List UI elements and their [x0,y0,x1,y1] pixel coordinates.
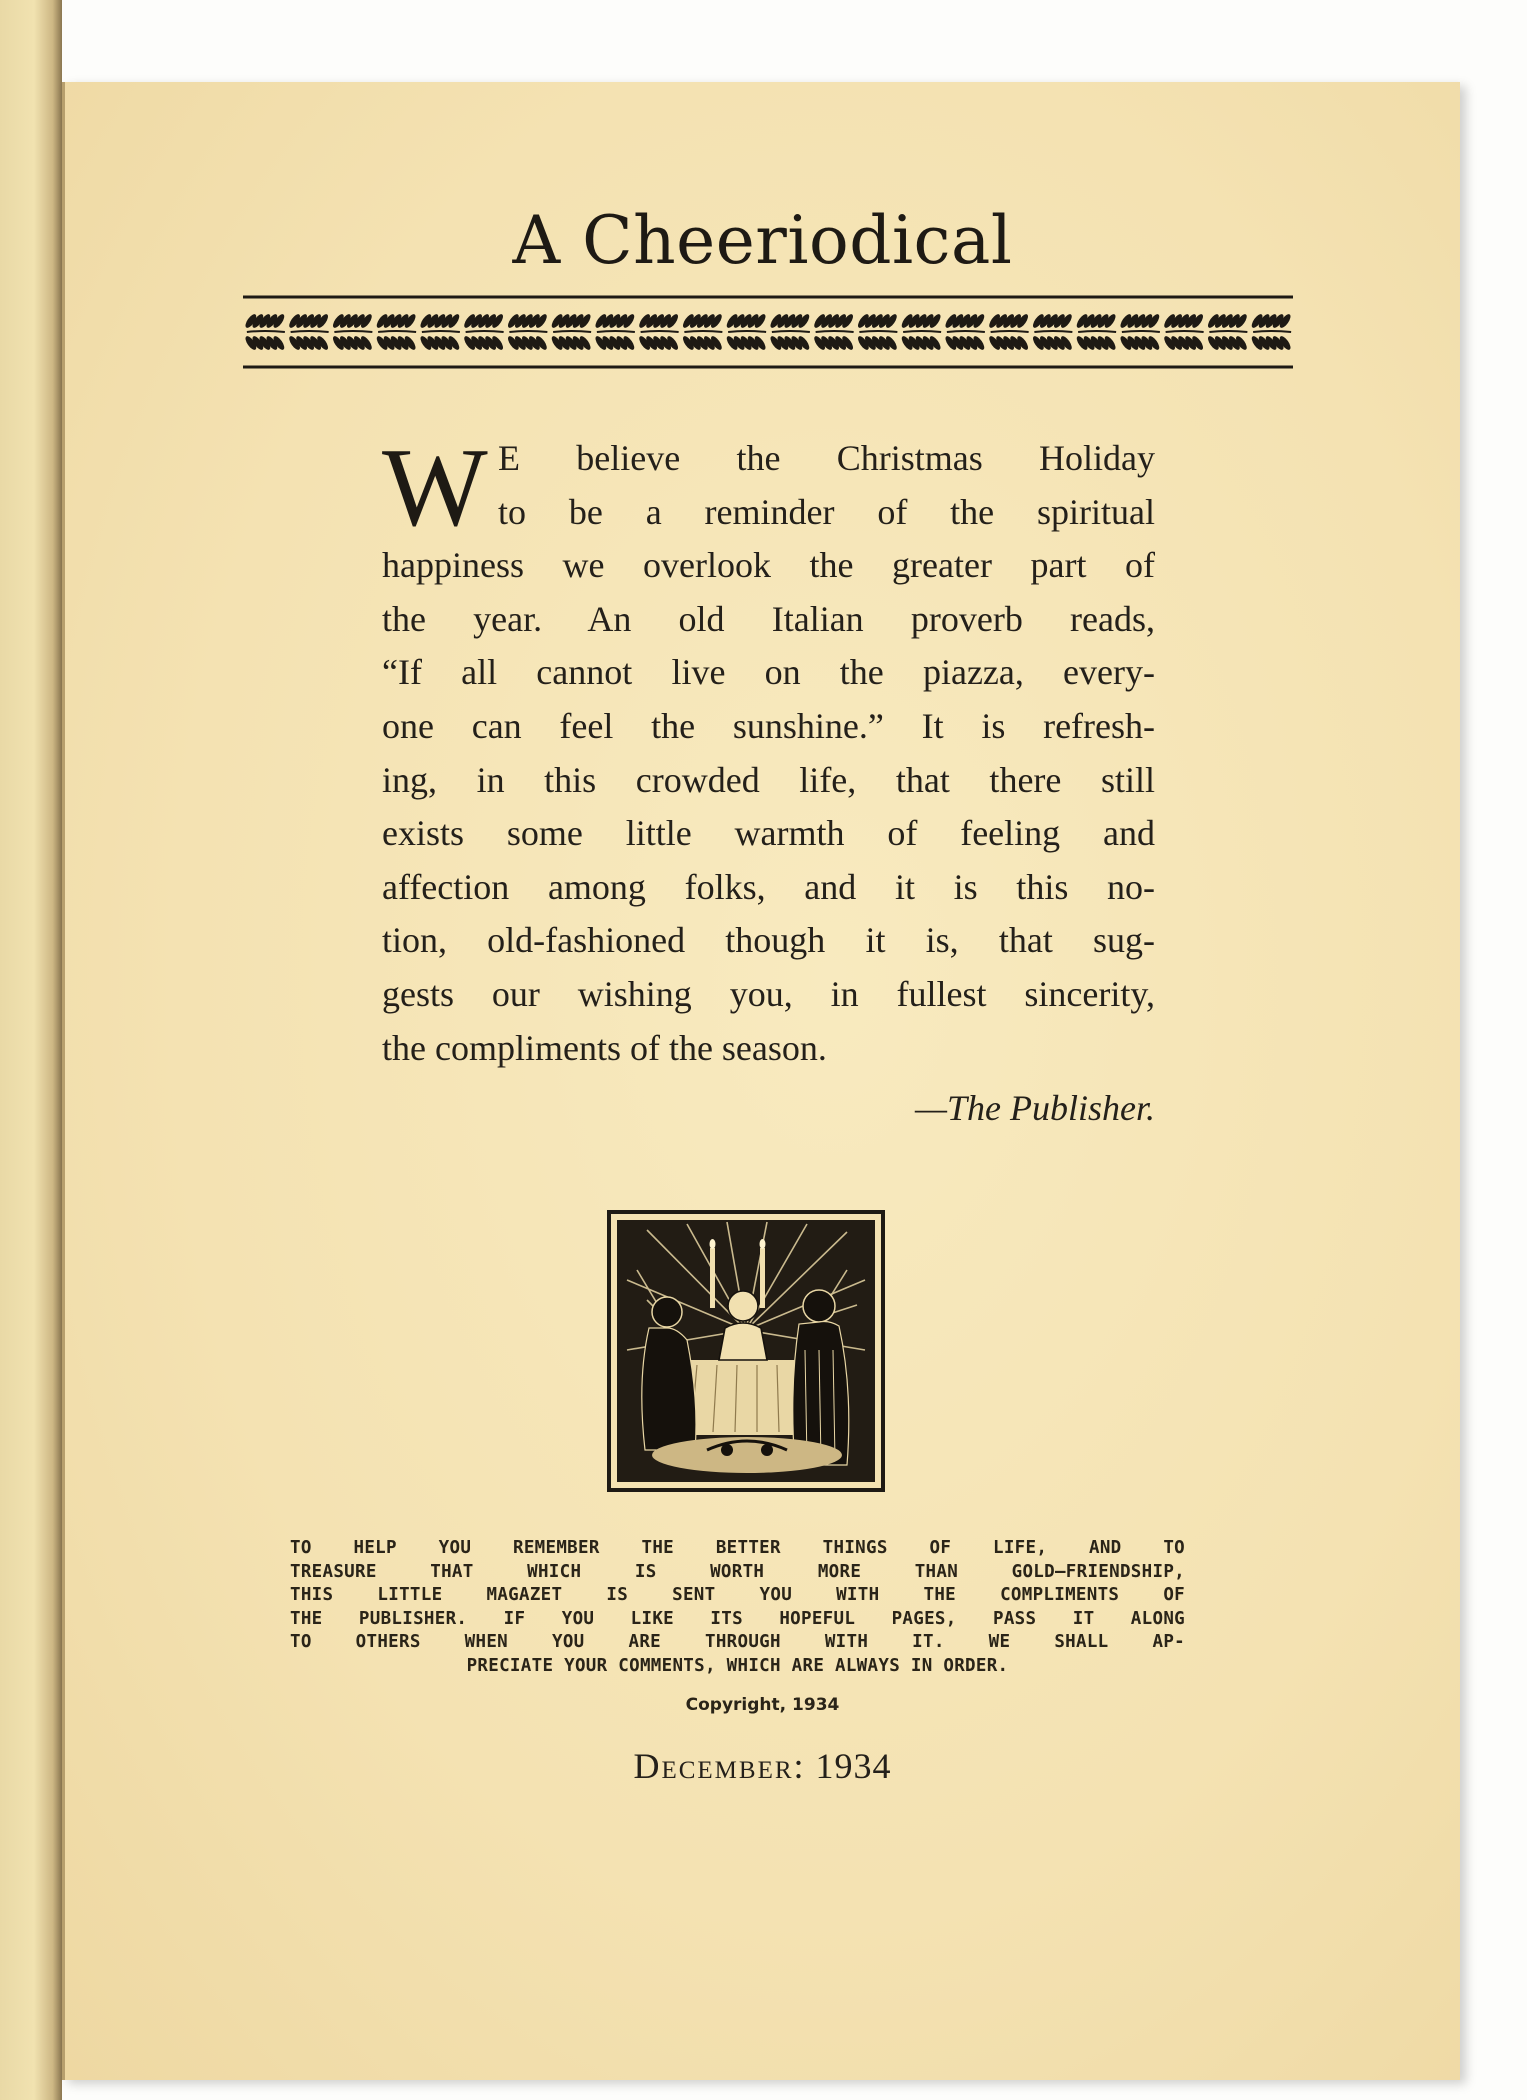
laurel-border-ornament [243,294,1293,370]
booklet-page [62,82,1460,2080]
laurel-sprig [900,312,943,351]
editorial-line: E believe the Christmas Holiday [498,438,1155,478]
editorial-line: tion, old-fashioned though it is, that sug- [382,920,1155,961]
laurel-sprig [331,312,374,351]
laurel-sprig [1206,312,1249,351]
editorial-line: “If all cannot live on the piazza, every- [382,652,1155,693]
copyright-line: Copyright, 1934 [685,1695,840,1715]
woodcut-illustration [607,1210,885,1492]
notice-line: TO HELP YOU REMEMBER THE BETTER THINGS OF LIFE, AND TO [290,1538,1185,1558]
publisher-signoff: —The Publisher. [914,1088,1155,1128]
editorial-line: gests our wishing you, in fullest sincerity, [382,973,1155,1014]
laurel-sprig [550,312,593,351]
laurel-sprig [812,312,855,351]
issue-year: 1934 [815,1746,892,1786]
laurel-sprig [987,312,1030,351]
issue-month: December: [633,1746,806,1786]
notice-line: TREASURE THAT WHICH IS WORTH MORE THAN GOLD—FRIENDSHIP, [290,1561,1185,1582]
drop-cap: W [382,426,488,550]
editorial-line: ing, in this crowded life, that there still [382,759,1155,800]
editorial-line: the compliments of the season. [382,1027,827,1068]
laurel-sprig [637,312,680,351]
laurel-sprig [1250,312,1293,351]
editorial-paragraph [382,426,1155,1075]
notice-line: TO OTHERS WHEN YOU ARE THROUGH WITH IT. WE SHALL AP- [290,1632,1185,1652]
notice-line: PRECIATE YOUR COMMENTS, WHICH ARE ALWAYS IN ORDER. [466,1655,1009,1676]
laurel-sprig [244,312,287,351]
laurel-sprig [681,312,724,351]
laurel-sprig [1162,312,1205,351]
editorial-line: exists some little warmth of feeling and [382,813,1155,854]
editorial-line: to be a reminder of the spiritual [498,491,1155,532]
laurel-sprig [1075,312,1118,351]
laurel-sprig [506,312,549,351]
laurel-sprig [375,312,418,351]
editorial-line: affection among folks, and it is this no- [382,866,1155,907]
laurel-sprig [287,312,330,351]
laurel-sprig [769,312,812,351]
issue-date [65,1745,1460,1787]
notice-line: THIS LITTLE MAGAZET IS SENT YOU WITH THE COMPLIMENTS OF [290,1585,1185,1605]
editorial-line: one can feel the sunshine.” It is refresh- [382,705,1155,746]
laurel-sprig [944,312,987,351]
laurel-sprig [725,312,768,351]
booklet-binding [0,0,62,2100]
mailing-notice [290,1537,1185,1678]
editorial-line: happiness we overlook the greater part of [382,545,1155,586]
laurel-sprig [594,312,637,351]
laurel-sprig [1031,312,1074,351]
laurel-sprig [1119,312,1162,351]
editorial-line: the year. An old Italian proverb reads, [382,598,1155,639]
laurel-sprig [462,312,505,351]
laurel-sprig [419,312,462,351]
page-title: A Cheeriodical [512,202,1013,279]
notice-line: THE PUBLISHER. IF YOU LIKE ITS HOPEFUL PAGES, PASS IT ALONG [290,1608,1185,1629]
laurel-sprig [856,312,899,351]
